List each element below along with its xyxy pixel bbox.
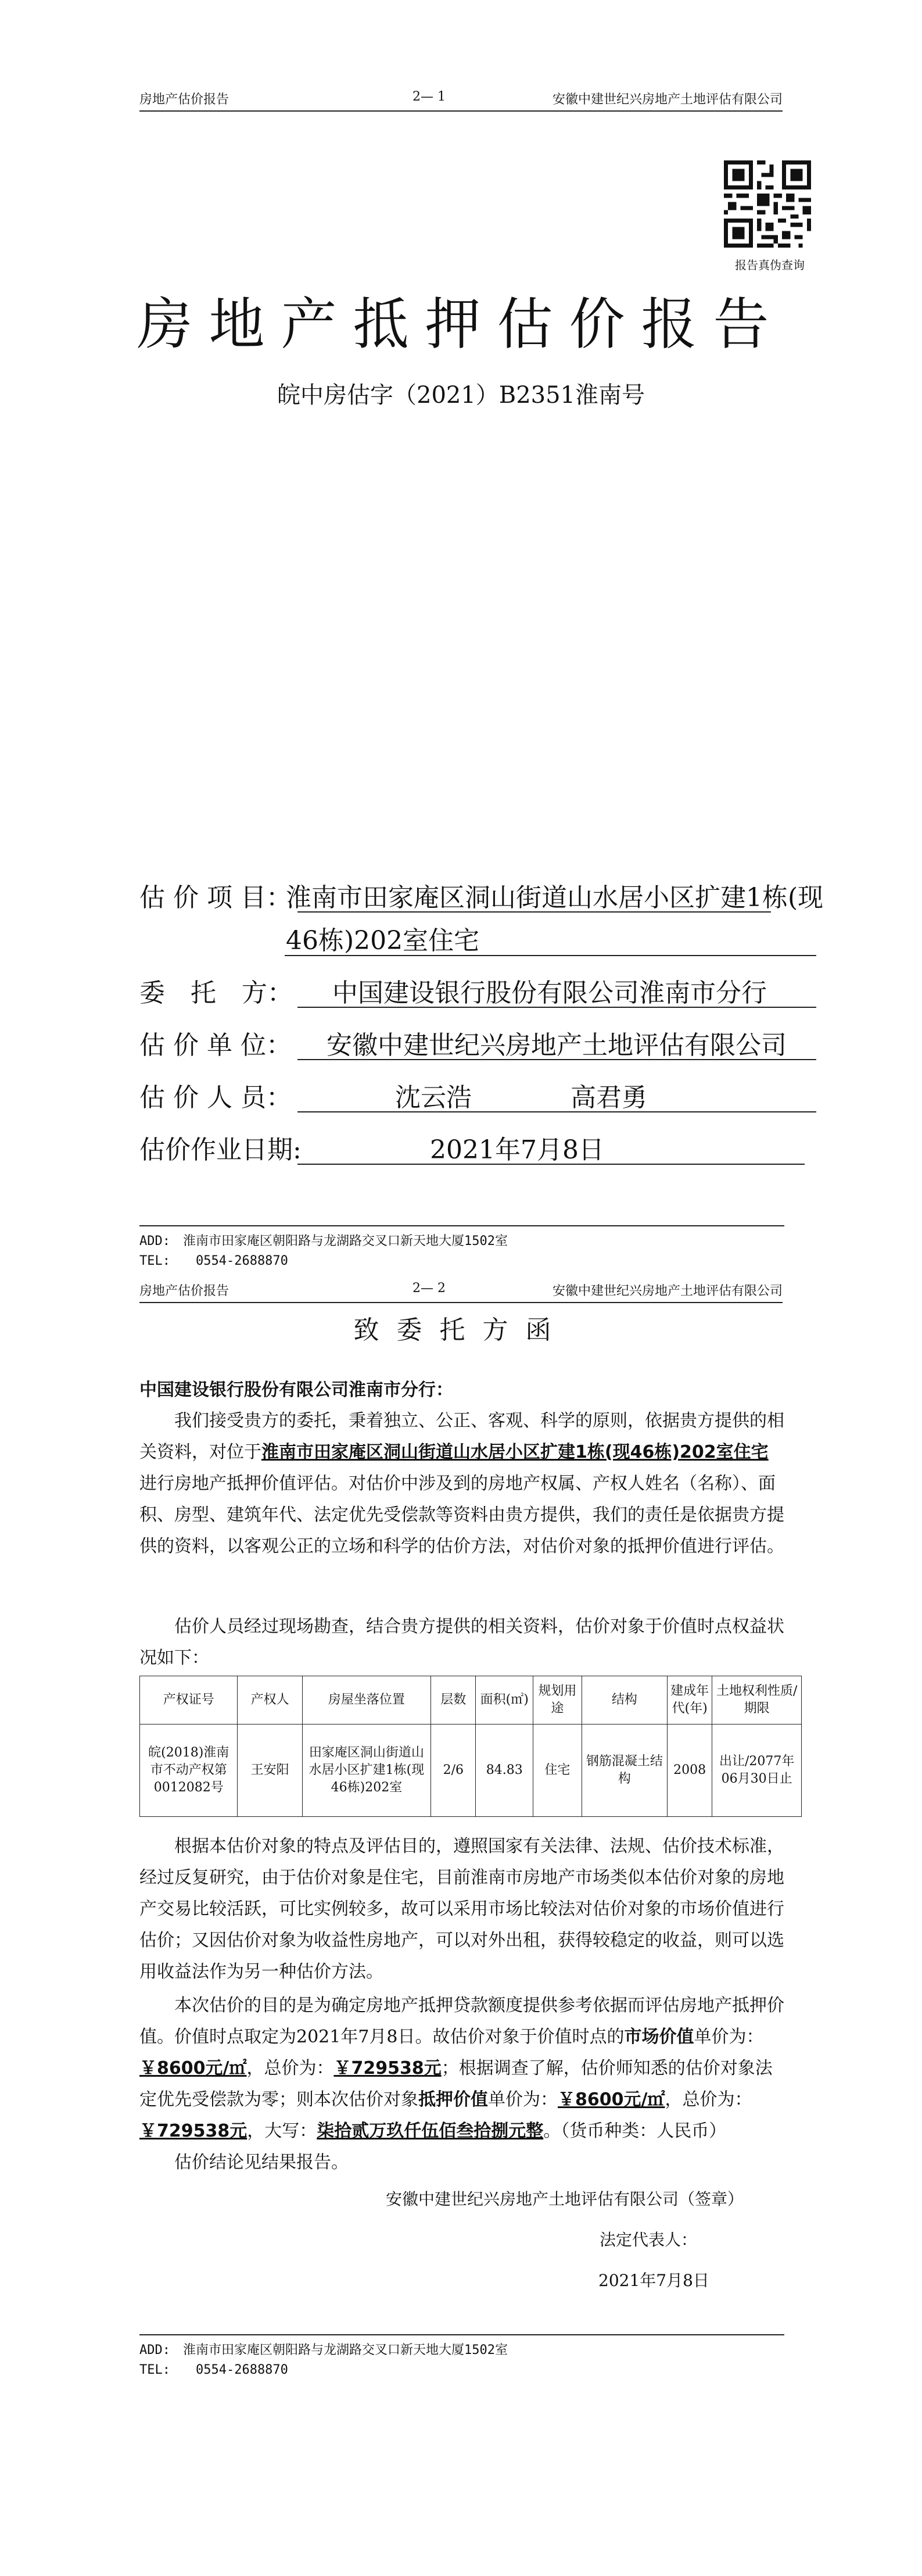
property-table	[139, 1676, 802, 1817]
table-header: 结构	[582, 1676, 667, 1725]
footer-address: ADD: 淮南市田家庵区朝阳路与龙湖路交叉口新天地大厦1502室	[139, 1234, 508, 1248]
info-label: 估 价 单 位：	[139, 1031, 292, 1060]
header-left: 房地产估价报告	[139, 1284, 229, 1298]
table-cell: 皖(2018)淮南市不动产权第0012082号	[140, 1725, 238, 1817]
page-header	[139, 1279, 783, 1303]
table-cell: 出让/2077年06月30日止	[712, 1725, 802, 1817]
info-value: 2021年7月8日	[430, 1135, 604, 1165]
letter-page	[0, 1273, 922, 2576]
qr-code-icon[interactable]	[724, 160, 811, 248]
info-label: 估 价 项 目：	[139, 883, 292, 913]
footer-address: ADD: 淮南市田家庵区朝阳路与龙湖路交叉口新天地大厦1502室	[139, 2343, 508, 2357]
table-header: 房屋坐落位置	[302, 1676, 430, 1725]
signature-company: 安徽中建世纪兴房地产土地评估有限公司（签章）	[386, 2189, 744, 2209]
footer-tel: TEL: 0554-2688870	[139, 2363, 288, 2377]
header-right: 安徽中建世纪兴房地产土地评估有限公司	[552, 1284, 783, 1298]
info-value-cont: 46栋)202室住宅	[286, 926, 480, 956]
table-cell: 2008	[667, 1725, 712, 1817]
info-value: 中国建设银行股份有限公司淮南市分行	[332, 978, 767, 1008]
table-header: 产权证号	[140, 1676, 238, 1725]
letter-paragraph-5: 估价结论见结果报告。	[174, 2152, 349, 2173]
table-header: 土地权利性质/期限	[712, 1676, 802, 1725]
header-right: 安徽中建世纪兴房地产土地评估有限公司	[552, 92, 783, 107]
table-cell: 田家庵区洞山街道山水居小区扩建1栋(现46栋)202室	[302, 1725, 430, 1817]
table-header-row	[140, 1676, 802, 1725]
table-cell: 2/6	[431, 1725, 476, 1817]
table-header: 面积(㎡)	[476, 1676, 533, 1725]
signature-representative: 法定代表人：	[600, 2230, 698, 2249]
letter-paragraph-3: 根据本估价对象的特点及评估目的，遵照国家有关法律、法规、估价技术标准，经过反复研究，由于估价对象是住宅，目前淮南市房地产市场类似本估价对象的房地产交易比较活跃，可比实例较多，故可以采用市场比较法对估价对象的市场价值进行估价；又因估价对象为收益性房地产，可以对外出租，获得较稳定的收益，则可以选用收益法作为另一种估价方法。	[139, 1836, 784, 1982]
table-cell: 住宅	[533, 1725, 582, 1817]
letter-title: 致委托方函	[353, 1315, 569, 1345]
report-title: 房地产抵押估价报告	[137, 292, 785, 357]
table-header: 建成年代(年)	[667, 1676, 712, 1725]
info-label: 估价作业日期:	[139, 1135, 302, 1165]
table-header: 规划用途	[533, 1676, 582, 1725]
signature-date: 2021年7月8日	[598, 2271, 709, 2290]
letter-paragraph-1: 我们接受贵方的委托，秉着独立、公正、客观、科学的原则，依据贵方提供的相关资料，对位于淮南市田家庵区洞山街道山水居小区扩建1栋(现46栋)202室住宅进行房地产抵押价值评估。对估价中涉及到的房地产权属、产权人姓名（名称）、面积、房型、建筑年代、法定优先受偿款等资料由贵方提供，我们的责任是依据贵方提供的资料，以客观公正的立场和科学的估价方法，对估价对象的抵押价值进行评估。	[139, 1411, 784, 1557]
page-header	[139, 87, 783, 112]
info-value: 淮南市田家庵区洞山街道山水居小区扩建1栋(现	[286, 883, 824, 913]
letter-paragraph-2: 估价人员经过现场勘查，结合贵方提供的相关资料，估价对象于价值时点权益状况如下：	[139, 1616, 784, 1668]
info-label: 委 托 方：	[139, 978, 293, 1008]
qr-caption: 报告真伪查询	[735, 258, 805, 272]
document-number: 皖中房估字（2021）B2351淮南号	[277, 382, 645, 409]
info-label: 估 价 人 员：	[139, 1083, 292, 1112]
table-row	[140, 1725, 802, 1817]
letter-paragraph-4: 本次估价的目的是为确定房地产抵押贷款额度提供参考依据而评估房地产抵押价值。价值时点取定为2021年7月8日。故估价对象于价值时点的市场价值单价为：￥8600元/㎡，总价为：￥729538元；根据调查了解，估价师知悉的估价对象法定优先受偿款为零；则本次估价对象抵押价值单价为：￥8600元/㎡，总价为：￥729538元，大写：柒拾贰万玖仟伍佰叁拾捌元整。（货币种类：人民币）	[139, 1995, 784, 2141]
footer-tel: TEL: 0554-2688870	[139, 1254, 288, 1268]
header-page-number: 2— 2	[412, 1281, 446, 1296]
table-header: 层数	[431, 1676, 476, 1725]
header-left: 房地产估价报告	[139, 92, 229, 107]
table-cell: 84.83	[476, 1725, 533, 1817]
header-page-number: 2— 1	[412, 90, 446, 104]
table-header: 产权人	[238, 1676, 302, 1725]
letter-addressee: 中国建设银行股份有限公司淮南市分行：	[139, 1380, 453, 1400]
info-value: 沈云浩	[395, 1083, 472, 1112]
report-cover-page	[0, 0, 922, 1273]
table-cell: 钢筋混凝土结构	[582, 1725, 667, 1817]
table-cell: 王安阳	[238, 1725, 302, 1817]
info-value: 安徽中建世纪兴房地产土地评估有限公司	[327, 1031, 787, 1060]
info-value-second: 高君勇	[571, 1083, 647, 1112]
